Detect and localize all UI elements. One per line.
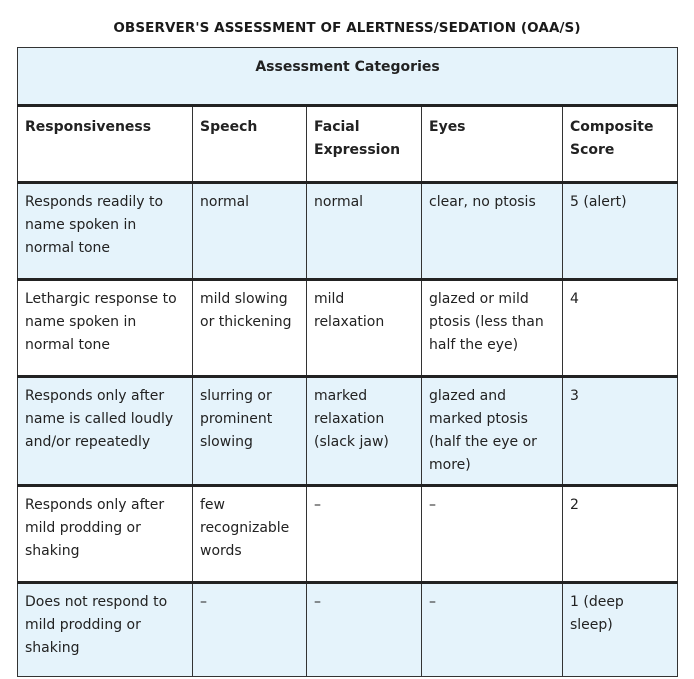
- cell-eyes: –: [422, 486, 563, 583]
- cell-facial-expression: marked relaxation (slack jaw): [307, 377, 422, 486]
- table-row: [18, 486, 678, 583]
- cell-responsiveness: Does not respond to mild prodding or shaking: [18, 583, 193, 677]
- cell-speech: few recognizable words: [193, 486, 307, 583]
- cell-composite-score: 1 (deep sleep): [563, 583, 678, 677]
- category-header: Assessment Categories: [18, 48, 678, 106]
- table-row: [18, 183, 678, 280]
- cell-facial-expression: mild relaxation: [307, 280, 422, 377]
- cell-speech: mild slowing or thickening: [193, 280, 307, 377]
- cell-responsiveness: Responds readily to name spoken in normal tone: [18, 183, 193, 280]
- cell-facial-expression: normal: [307, 183, 422, 280]
- cell-eyes: glazed and marked ptosis (half the eye or more): [422, 377, 563, 486]
- cell-composite-score: 4: [563, 280, 678, 377]
- cell-eyes: clear, no ptosis: [422, 183, 563, 280]
- table-row: [18, 377, 678, 486]
- cell-eyes: glazed or mild ptosis (less than half the eye): [422, 280, 563, 377]
- cell-responsiveness: Responds only after name is called loudly and/or repeatedly: [18, 377, 193, 486]
- cell-facial-expression: –: [307, 486, 422, 583]
- cell-facial-expression: –: [307, 583, 422, 677]
- cell-speech: normal: [193, 183, 307, 280]
- category-header-row: [18, 48, 678, 106]
- table-title: OBSERVER'S ASSESSMENT OF ALERTNESS/SEDATION (OAA/S): [113, 20, 581, 36]
- cell-speech: –: [193, 583, 307, 677]
- column-header-responsiveness: Responsiveness: [18, 106, 193, 183]
- cell-composite-score: 3: [563, 377, 678, 486]
- cell-responsiveness: Responds only after mild prodding or shaking: [18, 486, 193, 583]
- cell-composite-score: 2: [563, 486, 678, 583]
- column-header-facial-expression: Facial Expression: [307, 106, 422, 183]
- cell-responsiveness: Lethargic response to name spoken in normal tone: [18, 280, 193, 377]
- column-header-row: [18, 106, 678, 183]
- table-row: [18, 583, 678, 677]
- table-row: [18, 280, 678, 377]
- oaas-table: [17, 47, 678, 677]
- column-header-speech: Speech: [193, 106, 307, 183]
- cell-eyes: –: [422, 583, 563, 677]
- column-header-eyes: Eyes: [422, 106, 563, 183]
- cell-speech: slurring or prominent slowing: [193, 377, 307, 486]
- cell-composite-score: 5 (alert): [563, 183, 678, 280]
- column-header-composite-score: Composite Score: [563, 106, 678, 183]
